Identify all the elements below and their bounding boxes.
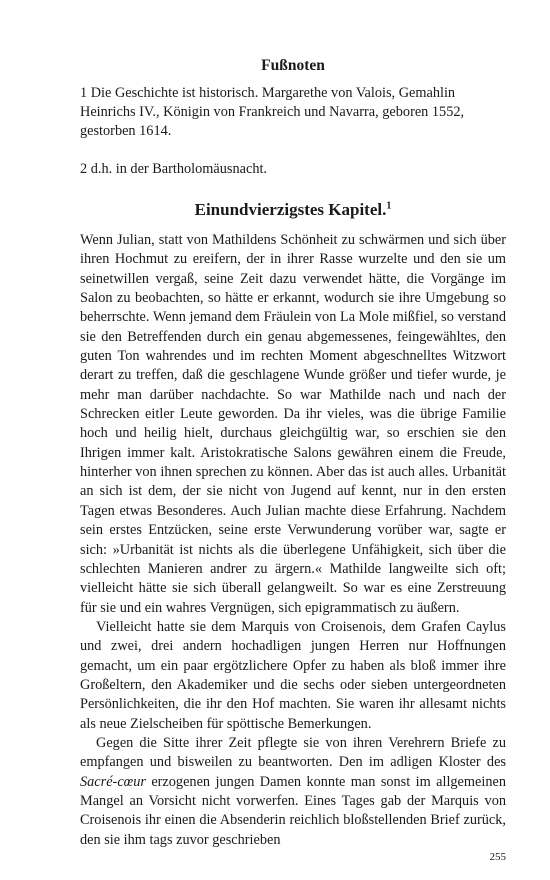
footnote-2: 2 d.h. in der Bartholomäusnacht.: [80, 161, 268, 177]
footnote-1: 1 Die Geschichte ist historisch. Margarethe von Valois, Gemahlin Heinrichs IV., Königin von Frankreich und Navarra, geboren 1552, gestorben 1614.: [80, 85, 465, 139]
page-number: 255: [489, 851, 506, 863]
paragraph-1: Wenn Julian, statt von Mathildens Schönheit zu schwärmen und sich über ihren Hochmut zu ereifern, der in ihrer Rasse wurzelte und den sie um seinetwillen vergaß, seine Zeit dazu verwendet hätte, die Vorgänge im Salon zu beobachten, so hätte er erkannt, wodurch sie ihre Umgebung so beherrschte. Wenn jemand dem Fräulein von La Mole mißfiel, so verstand sie den Betreffenden durch ein genau abgemessenes, feingewähltes, den guten Ton wahrendes und im rechten Moment abgeschnelltes Witzwort derart zu treffen, daß die geschlagene Wunde größer und tiefer wurde, je mehr man darüber nachdachte. So war Mathilde nach und nach der Schrecken eitler Leute geworden. Da ihr vieles, was die übrige Familie hoch und heilig hielt, durchaus gleichgültig war, so erschien sie den Ihrigen immer kalt. Aristokratische Salons gewähren einem die Freude, hinterher von ihnen sprechen zu können. Aber das ist auch alles. Urbanität an sich ist dem, der sie nicht von Jugend auf kennt, nur in den ersten Tagen etwas Besonderes. Auch Julian machte diese Erfahrung. Nachdem sein erstes Entzücken, seine erste Verwunderung vorüber war, sagte er sich: »Urbanität ist nichts als die überlegene Unfähigkeit, sich über die schlechten Manieren andrer zu ärgern.« Mathilde langweilte sich oft; vielleicht hätte sie sich überall gelangweilt. So war es eine Zerstreuung für sie und ein wahres Vergnügen, sich epigrammatisch zu äußern.: [80, 232, 506, 616]
chapter-title: [80, 199, 506, 221]
footnotes-heading: Fußnoten: [261, 57, 325, 74]
paragraph-3: [80, 734, 506, 850]
chapter-title-text: Einundvierzigstes Kapitel.: [194, 200, 387, 219]
paragraph-3-start: Gegen die Sitte ihrer Zeit pflegte sie von ihren Verehrern Briefe zu empfangen und bisweilen zu beantworten. Den im adligen Kloster des: [80, 734, 506, 771]
chapter-body: [80, 231, 506, 850]
paragraph-2: Vielleicht hatte sie dem Marquis von Croisenois, dem Grafen Caylus und zwei, drei andern hochadligen jungen Herren nur Hoffnungen gemacht, um ein paar ergötzlichere Opfer zu haben als bloß immer ihre Großeltern, den Akademiker und die sechs oder sieben untergeordneten Persönlichkeiten, die ihr den Hof machten. Sie waren ihr allesamt nichts als neue Zielscheiben für spöttische Bemerkungen.: [80, 618, 506, 732]
chapter-footnote-mark: 1: [386, 200, 392, 212]
book-page: [80, 56, 506, 850]
paragraph-3-end: erzogenen jungen Damen konnte man sonst im allgemeinen Mangel an Vorsicht nicht vorwerfen. Eines Tages gab der Marquis von Croisenois ihr einen die Absenderin reichlich bloßstellenden Brief zurück, den sie ihm tags zuvor geschrieben: [80, 773, 506, 848]
paragraph-3-emphasis: Sacré-cœur: [80, 773, 146, 790]
